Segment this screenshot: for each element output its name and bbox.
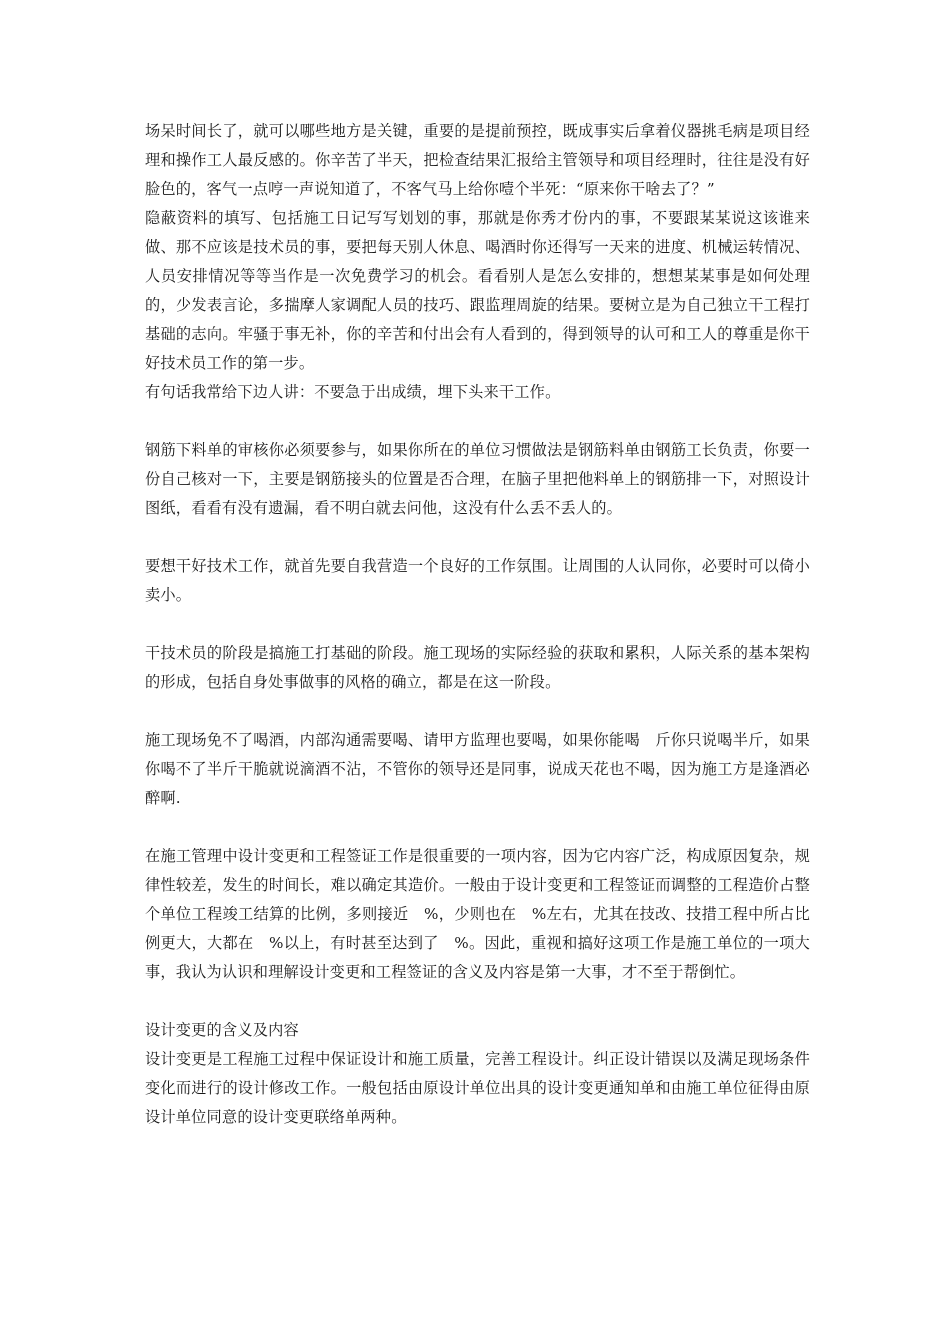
- paragraph-design-change-importance: 在施工管理中设计变更和工程签证工作是很重要的一项内容，因为它内容广泛，构成原因复杂，规律性较差，发生的时间长，难以确定其造价。一般由于设计变更和工程签证而调整的工程造价占整个单位工程竣工结算的比例，多则接近 %，少则也在 %左右，尤其在技改、技措工程中所占比例更大，大都在 %以上，有时甚至达到了 %。因此，重视和搞好这项工作是施工单位的一项大事，我认为认识和理解设计变更和工程签证的含义及内容是第一大事，才不至于帮倒忙。: [145, 847, 810, 981]
- paragraph-spacer: [145, 813, 810, 842]
- paragraph-documentation: 隐蔽资料的填写、包括施工日记写写划划的事，那就是你秀才份内的事，不要跟某某说这该谁来做、那不应该是技术员的事，要把每天别人休息、喝酒时你还得写一天来的进度、机械运转情况、人员安排情况等等当作是一次免费学习的机会。看看别人是怎么安排的，想想某某事是如何处理的，少发表言论，多揣摩人家调配人员的技巧、跟监理周旋的结果。要树立是为自己独立干工程打基础的志向。牢骚于事无补，你的辛苦和付出会有人看到的，得到领导的认可和工人的尊重是你干好技术员工作的第一步。: [145, 209, 810, 372]
- paragraph-work-atmosphere: 要想干好技术工作，就首先要自我营造一个良好的工作氛围。让周围的人认同你，必要时可以倚小卖小。: [145, 557, 810, 604]
- document-body: [145, 117, 810, 1132]
- paragraph-spacer: [145, 987, 810, 1016]
- paragraph-design-change-definition: 设计变更是工程施工过程中保证设计和施工质量，完善工程设计。纠正设计错误以及满足现场条件变化而进行的设计修改工作。一般包括由原设计单位出具的设计变更通知单和由施工单位征得由原设计单位同意的设计变更联络单两种。: [145, 1050, 810, 1126]
- paragraph-spacer: [145, 697, 810, 726]
- paragraph-motto: 有句话我常给下边人讲：不要急于出成绩，埋下头来干工作。: [145, 383, 561, 401]
- section-heading: 设计变更的含义及内容: [145, 1021, 299, 1039]
- paragraph-spacer: [145, 610, 810, 639]
- paragraph-foundation-stage: 干技术员的阶段是搞施工打基础的阶段。施工现场的实际经验的获取和累积，人际关系的基本架构的形成，包括自身处事做事的风格的确立，都是在这一阶段。: [145, 644, 810, 691]
- paragraph-spacer: [145, 523, 810, 552]
- paragraph-drinking: 施工现场免不了喝酒，内部沟通需要喝、请甲方监理也要喝，如果你能喝 斤你只说喝半斤，如果你喝不了半斤干脆就说滴酒不沾，不管你的领导还是同事，说成天花也不喝，因为施工方是逢酒必醉啊.: [145, 731, 810, 807]
- paragraph-spacer: [145, 407, 810, 436]
- paragraph-rebar-review: 钢筋下料单的审核你必须要参与，如果你所在的单位习惯做法是钢筋料单由钢筋工长负责，你要一份自己核对一下，主要是钢筋接头的位置是否合理，在脑子里把他料单上的钢筋排一下，对照设计图纸，看看有没有遗漏，看不明白就去问他，这没有什么丢不丢人的。: [145, 441, 810, 517]
- paragraph-inspection: 场呆时间长了，就可以哪些地方是关键，重要的是提前预控，既成事实后拿着仪器挑毛病是项目经理和操作工人最反感的。你辛苦了半天，把检查结果汇报给主管领导和项目经理时，往往是没有好脸色的，客气一点哼一声说知道了，不客气马上给你噎个半死：“原来你干啥去了？”: [145, 122, 810, 198]
